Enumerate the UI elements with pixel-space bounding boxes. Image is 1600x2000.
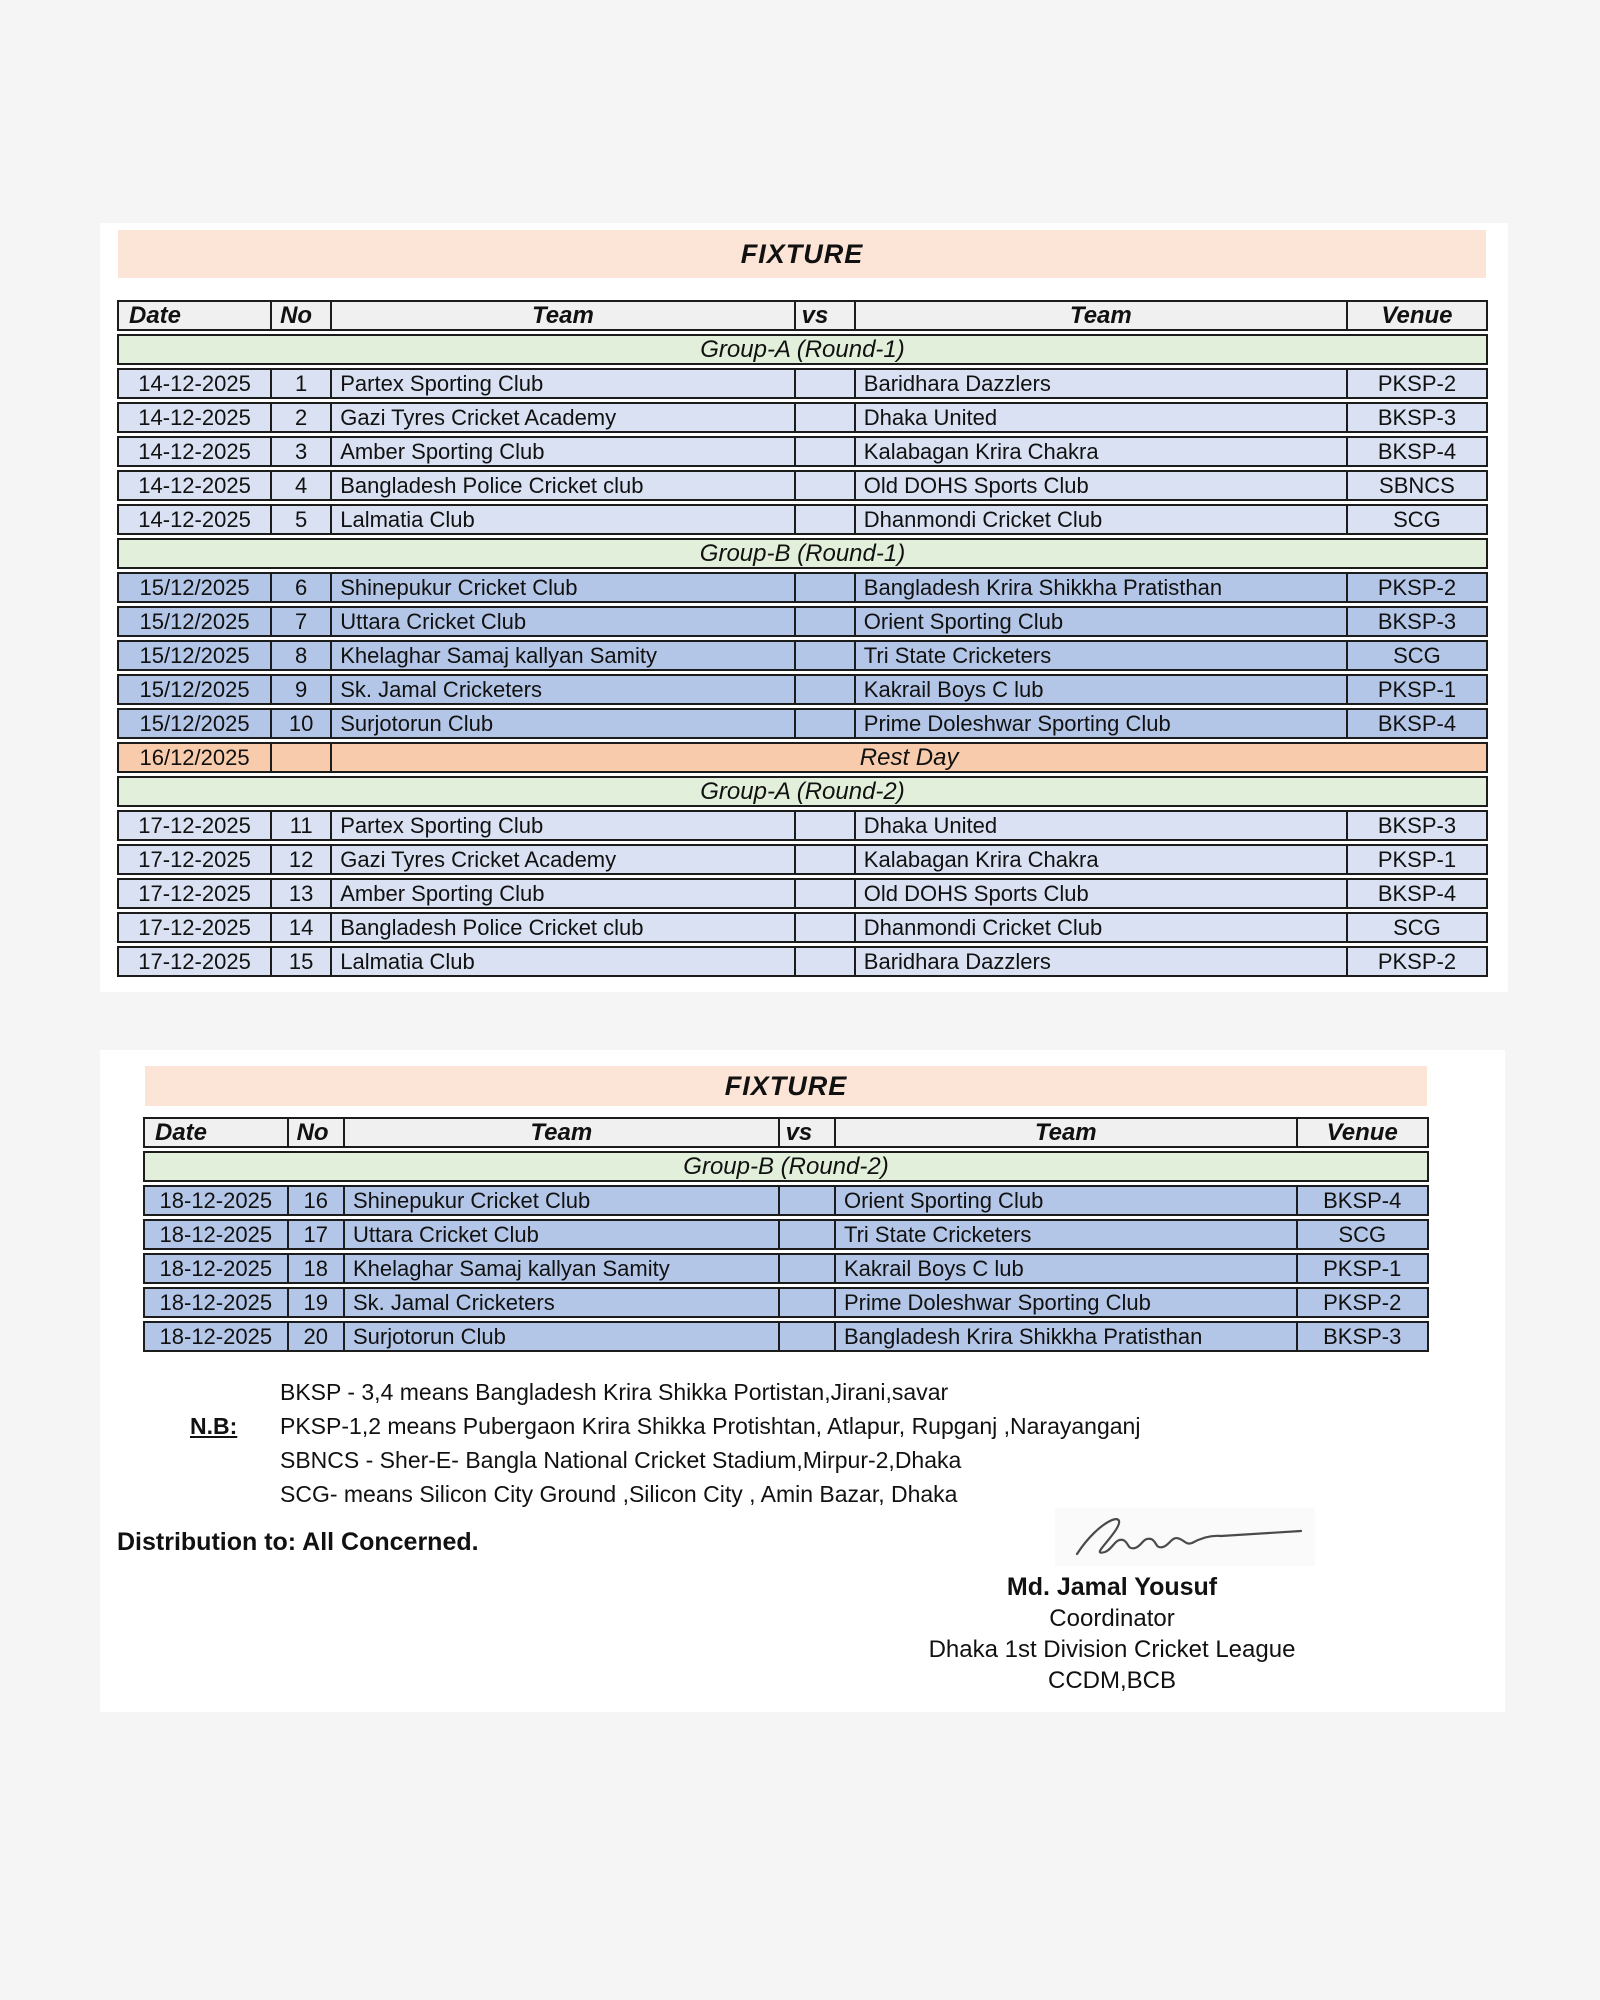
- team2-cell: Dhaka United: [856, 812, 1348, 839]
- vs-cell: [796, 812, 856, 839]
- vs-cell: [796, 438, 856, 465]
- venue-cell: BKSP-4: [1377, 438, 1457, 464]
- column-header-vs: vs: [796, 302, 856, 329]
- fixture-table-1: [117, 300, 1488, 980]
- table-row: [117, 912, 1488, 943]
- no-cell: 14: [272, 914, 332, 941]
- team2-cell: Bangladesh Krira Shikkha Pratisthan: [856, 574, 1348, 601]
- vs-cell: [780, 1289, 836, 1316]
- no-cell: 6: [272, 574, 332, 601]
- table-row: [117, 674, 1488, 705]
- team2-cell: Kalabagan Krira Chakra: [856, 438, 1348, 465]
- no-cell: 2: [272, 404, 332, 431]
- team2-cell: Prime Doleshwar Sporting Club: [836, 1289, 1298, 1316]
- team1-cell: Uttara Cricket Club: [345, 1221, 780, 1248]
- date-cell: 17-12-2025: [119, 880, 272, 907]
- signature-scrawl-icon: [1055, 1508, 1315, 1566]
- no-cell: 9: [272, 676, 332, 703]
- signature-block: [862, 1572, 1362, 1696]
- table-row: [117, 878, 1488, 909]
- date-cell: 17-12-2025: [119, 914, 272, 941]
- note-line: BKSP - 3,4 means Bangladesh Krira Shikka Portistan,Jirani,savar: [280, 1379, 949, 1405]
- team1-cell: Sk. Jamal Cricketers: [332, 676, 795, 703]
- no-cell: [272, 744, 332, 771]
- venue-cell: PKSP-1: [1377, 676, 1457, 702]
- team1-cell: Amber Sporting Club: [332, 438, 795, 465]
- venue-cell: PKSP-2: [1377, 948, 1457, 974]
- date-cell: 18-12-2025: [145, 1221, 289, 1248]
- vs-cell: [796, 472, 856, 499]
- team1-cell: Shinepukur Cricket Club: [345, 1187, 780, 1214]
- table-row: [143, 1253, 1429, 1284]
- no-cell: 19: [289, 1289, 345, 1316]
- vs-cell: [796, 880, 856, 907]
- page-1: [100, 223, 1508, 992]
- date-cell: 14-12-2025: [119, 370, 272, 397]
- team1-cell: Uttara Cricket Club: [332, 608, 795, 635]
- group-band-label: Group-B (Round-2): [683, 1152, 889, 1180]
- team1-cell: Gazi Tyres Cricket Academy: [332, 846, 795, 873]
- team1-cell: Bangladesh Police Cricket club: [332, 472, 795, 499]
- team2-cell: Orient Sporting Club: [836, 1187, 1298, 1214]
- table-row: [117, 572, 1488, 603]
- table-row: [143, 1219, 1429, 1250]
- team1-cell: Bangladesh Police Cricket club: [332, 914, 795, 941]
- venue-cell: SCG: [1393, 642, 1441, 668]
- vs-cell: [780, 1323, 836, 1350]
- vs-cell: [796, 506, 856, 533]
- table-row: [117, 436, 1488, 467]
- team2-cell: Baridhara Dazzlers: [856, 948, 1348, 975]
- column-header-no: No: [272, 302, 332, 329]
- no-cell: 17: [289, 1221, 345, 1248]
- no-cell: 18: [289, 1255, 345, 1282]
- signatory-role: Coordinator: [1049, 1605, 1175, 1632]
- team1-cell: Lalmatia Club: [332, 948, 795, 975]
- table-header-row: [117, 300, 1488, 331]
- team2-cell: Old DOHS Sports Club: [856, 472, 1348, 499]
- no-cell: 3: [272, 438, 332, 465]
- venue-cell: BKSP-3: [1377, 812, 1457, 838]
- note-line: SCG- means Silicon City Ground ,Silicon City , Amin Bazar, Dhaka: [280, 1481, 958, 1507]
- team2-cell: Kakrail Boys C lub: [836, 1255, 1298, 1282]
- column-header-no: No: [289, 1119, 345, 1146]
- fixture-title-bar: [118, 230, 1486, 278]
- vs-cell: [796, 370, 856, 397]
- date-cell: 15/12/2025: [119, 676, 272, 703]
- rest-day-row: [117, 742, 1488, 773]
- signatory-org: Dhaka 1st Division Cricket League: [928, 1636, 1296, 1663]
- team2-cell: Baridhara Dazzlers: [856, 370, 1348, 397]
- column-header-venue: Venue: [1326, 1119, 1398, 1146]
- no-cell: 12: [272, 846, 332, 873]
- venue-cell: PKSP-1: [1377, 846, 1457, 872]
- vs-cell: [796, 608, 856, 635]
- no-cell: 10: [272, 710, 332, 737]
- team1-cell: Khelaghar Samaj kallyan Samity: [332, 642, 795, 669]
- fixture-title-bar: [145, 1066, 1427, 1106]
- venue-notes: [280, 1375, 1140, 1511]
- date-cell: 18-12-2025: [145, 1323, 289, 1350]
- team1-cell: Lalmatia Club: [332, 506, 795, 533]
- team1-cell: Surjotorun Club: [345, 1323, 780, 1350]
- table-row: [117, 708, 1488, 739]
- venue-cell: PKSP-2: [1323, 1289, 1402, 1315]
- vs-cell: [796, 948, 856, 975]
- date-cell: 14-12-2025: [119, 472, 272, 499]
- vs-cell: [796, 914, 856, 941]
- column-header-vs: vs: [780, 1119, 836, 1146]
- venue-cell: BKSP-3: [1323, 1323, 1402, 1349]
- venue-cell: PKSP-1: [1323, 1255, 1402, 1281]
- vs-cell: [780, 1187, 836, 1214]
- vs-cell: [780, 1255, 836, 1282]
- table-row: [117, 844, 1488, 875]
- date-cell: 17-12-2025: [119, 846, 272, 873]
- group-band-label: Group-B (Round-1): [699, 539, 906, 567]
- no-cell: 11: [272, 812, 332, 839]
- rest-day-label: Rest Day: [859, 744, 959, 771]
- team1-cell: Surjotorun Club: [332, 710, 795, 737]
- date-cell: 14-12-2025: [119, 506, 272, 533]
- table-row: [117, 368, 1488, 399]
- signature-image: [1055, 1508, 1315, 1566]
- date-cell: 18-12-2025: [145, 1187, 289, 1214]
- group-band-label: Group-A (Round-2): [700, 777, 905, 805]
- vs-cell: [796, 574, 856, 601]
- no-cell: 4: [272, 472, 332, 499]
- table-header-row: [143, 1117, 1429, 1148]
- venue-cell: BKSP-4: [1323, 1187, 1402, 1213]
- column-header-team2: Team: [836, 1119, 1298, 1146]
- team2-cell: Kakrail Boys C lub: [856, 676, 1348, 703]
- fixture-title: FIXTURE: [740, 238, 864, 269]
- venue-cell: BKSP-4: [1377, 710, 1457, 736]
- table-row: [117, 810, 1488, 841]
- nb-label: N.B:: [190, 1413, 238, 1439]
- date-cell: 17-12-2025: [119, 948, 272, 975]
- group-band-b1: [117, 538, 1488, 569]
- signatory-name: Md. Jamal Yousuf: [1006, 1573, 1218, 1601]
- date-cell: 15/12/2025: [119, 710, 272, 737]
- team2-cell: Tri State Cricketers: [836, 1221, 1298, 1248]
- note-line: SBNCS - Sher-E- Bangla National Cricket Stadium,Mirpur-2,Dhaka: [280, 1447, 962, 1473]
- team1-cell: Gazi Tyres Cricket Academy: [332, 404, 795, 431]
- no-cell: 5: [272, 506, 332, 533]
- table-row: [143, 1321, 1429, 1352]
- table-row: [143, 1287, 1429, 1318]
- group-band-a2: [117, 776, 1488, 807]
- team1-cell: Shinepukur Cricket Club: [332, 574, 795, 601]
- date-cell: 14-12-2025: [119, 404, 272, 431]
- no-cell: 13: [272, 880, 332, 907]
- page-2: [100, 1050, 1505, 1712]
- team1-cell: Partex Sporting Club: [332, 812, 795, 839]
- team2-cell: Bangladesh Krira Shikkha Pratisthan: [836, 1323, 1298, 1350]
- vs-cell: [796, 710, 856, 737]
- team2-cell: Dhaka United: [856, 404, 1348, 431]
- table-row: [143, 1185, 1429, 1216]
- no-cell: 7: [272, 608, 332, 635]
- fixture-title: FIXTURE: [724, 1070, 848, 1101]
- signatory-dept: CCDM,BCB: [1047, 1667, 1176, 1694]
- team1-cell: Amber Sporting Club: [332, 880, 795, 907]
- column-header-team1: Team: [332, 302, 795, 329]
- team2-cell: Kalabagan Krira Chakra: [856, 846, 1348, 873]
- no-cell: 8: [272, 642, 332, 669]
- date-cell: 18-12-2025: [145, 1289, 289, 1316]
- date-cell: 14-12-2025: [119, 438, 272, 465]
- venue-cell: BKSP-3: [1377, 608, 1457, 634]
- team2-cell: Tri State Cricketers: [856, 642, 1348, 669]
- group-band-a1: [117, 334, 1488, 365]
- group-band-label: Group-A (Round-1): [700, 335, 905, 363]
- column-header-date: Date: [145, 1119, 289, 1146]
- venue-cell: SCG: [1338, 1221, 1387, 1247]
- date-cell: 17-12-2025: [119, 812, 272, 839]
- venue-cell: SCG: [1393, 914, 1441, 940]
- vs-cell: [796, 642, 856, 669]
- column-header-venue: Venue: [1381, 302, 1453, 329]
- date-cell: 18-12-2025: [145, 1255, 289, 1282]
- venue-cell: BKSP-3: [1377, 404, 1457, 430]
- vs-cell: [780, 1221, 836, 1248]
- date-cell: 15/12/2025: [119, 574, 272, 601]
- no-cell: 1: [272, 370, 332, 397]
- table-row: [117, 470, 1488, 501]
- group-band-b2: [143, 1151, 1429, 1182]
- venue-cell: PKSP-2: [1377, 370, 1457, 396]
- column-header-team1: Team: [345, 1119, 780, 1146]
- team1-cell: Sk. Jamal Cricketers: [345, 1289, 780, 1316]
- vs-cell: [796, 846, 856, 873]
- team1-cell: Partex Sporting Club: [332, 370, 795, 397]
- no-cell: 16: [289, 1187, 345, 1214]
- no-cell: 15: [272, 948, 332, 975]
- table-row: [117, 946, 1488, 977]
- venue-cell: PKSP-2: [1377, 574, 1457, 600]
- column-header-date: Date: [119, 302, 272, 329]
- team2-cell: Orient Sporting Club: [856, 608, 1348, 635]
- date-cell: 15/12/2025: [119, 608, 272, 635]
- table-row: [117, 606, 1488, 637]
- distribution-note: Distribution to: All Concerned.: [117, 1528, 479, 1556]
- team1-cell: Khelaghar Samaj kallyan Samity: [345, 1255, 780, 1282]
- venue-cell: SCG: [1393, 506, 1441, 532]
- no-cell: 20: [289, 1323, 345, 1350]
- vs-cell: [796, 676, 856, 703]
- team2-cell: Old DOHS Sports Club: [856, 880, 1348, 907]
- fixture-table-2: [143, 1117, 1429, 1355]
- table-row: [117, 504, 1488, 535]
- column-header-team2: Team: [856, 302, 1348, 329]
- table-row: [117, 640, 1488, 671]
- team2-cell: Dhanmondi Cricket Club: [856, 914, 1348, 941]
- venue-cell: BKSP-4: [1377, 880, 1457, 906]
- note-line: PKSP-1,2 means Pubergaon Krira Shikka Protishtan, Atlapur, Rupganj ,Narayanganj: [280, 1413, 1141, 1439]
- team2-cell: Dhanmondi Cricket Club: [856, 506, 1348, 533]
- table-row: [117, 402, 1488, 433]
- date-cell: 16/12/2025: [119, 744, 272, 771]
- team2-cell: Prime Doleshwar Sporting Club: [856, 710, 1348, 737]
- venue-cell: SBNCS: [1379, 472, 1455, 498]
- date-cell: 15/12/2025: [119, 642, 272, 669]
- vs-cell: [796, 404, 856, 431]
